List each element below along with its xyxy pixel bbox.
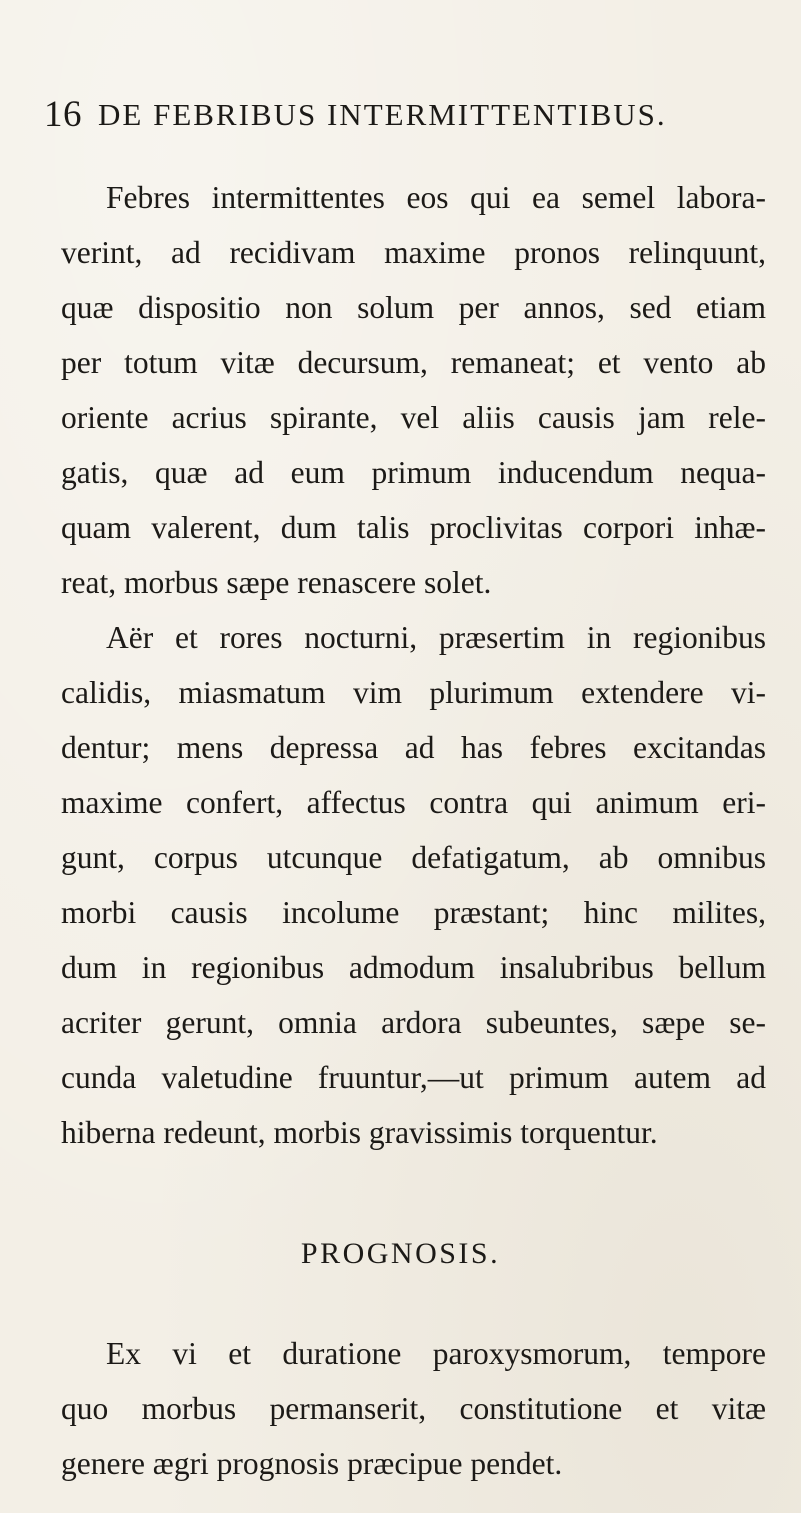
text-line: Aër et rores nocturni, præsertim in regionibus (106, 620, 766, 655)
text-line: verint, ad recidivam maxime pronos relinquunt, (61, 235, 766, 270)
text-line: Febres intermittentes eos qui ea semel labora- (106, 180, 766, 215)
text-line: quo morbus permanserit, constitutione et vitæ (61, 1391, 766, 1426)
section-heading: PROGNOSIS. (300, 1237, 501, 1270)
text-line: maxime confert, affectus contra qui animum eri- (61, 785, 766, 820)
text-line: dentur; mens depressa ad has febres excitandas (61, 730, 766, 765)
text-line: oriente acrius spirante, vel aliis causis jam rele- (61, 400, 766, 435)
text-line: gatis, quæ ad eum primum inducendum nequa- (61, 455, 766, 490)
text-line: Ex vi et duratione paroxysmorum, tempore (106, 1336, 766, 1371)
running-title: DE FEBRIBUS INTERMITTENTIBUS. (98, 97, 667, 132)
page-number: 16 (44, 94, 82, 135)
text-line: reat, morbus sæpe renascere solet. (61, 565, 492, 600)
text-line: gunt, corpus utcunque defatigatum, ab omnibus (61, 840, 766, 875)
text-line: quæ dispositio non solum per annos, sed etiam (61, 290, 766, 325)
text-line: hiberna redeunt, morbis gravissimis torquentur. (61, 1115, 658, 1150)
text-line: genere ægri prognosis præcipue pendet. (61, 1446, 563, 1481)
text-line: calidis, miasmatum vim plurimum extendere vi- (61, 675, 766, 710)
text-line: cunda valetudine fruuntur,—ut primum autem ad (61, 1060, 766, 1095)
text-line: per totum vitæ decursum, remaneat; et vento ab (61, 345, 766, 380)
text-line: acriter gerunt, omnia ardora subeuntes, sæpe se- (61, 1005, 766, 1040)
text-line: morbi causis incolume præstant; hinc milites, (61, 895, 766, 930)
text-line: quam valerent, dum talis proclivitas corpori inhæ- (61, 510, 766, 545)
text-line: dum in regionibus admodum insalubribus bellum (61, 950, 766, 985)
page-header (0, 90, 801, 140)
